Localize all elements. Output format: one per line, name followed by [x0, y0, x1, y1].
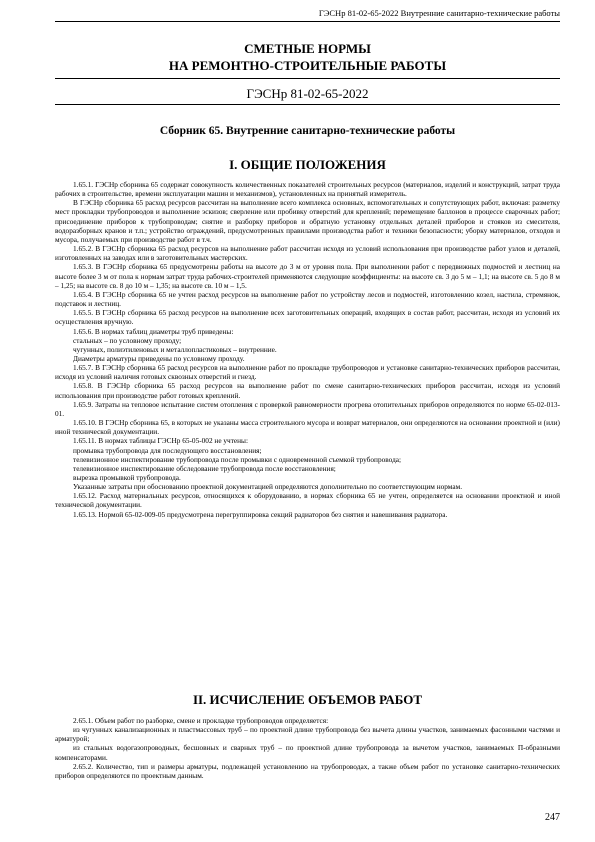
document-title — [55, 40, 560, 74]
section-2-body — [55, 716, 560, 780]
paragraph: из чугунных канализационных и пластмассовых труб – по проектной длине трубопровода без вычета длины участков, занимаемых фасонными частями и арматурой; — [55, 725, 560, 744]
document-code: ГЭСНр 81-02-65-2022 — [246, 86, 369, 101]
paragraph: 1.65.11. В нормах таблицы ГЭСНр 65-05-002 не учтены: — [73, 436, 248, 446]
paragraph: из стальных водогазопроводных, бесшовных и сварных труб – по проектной длине трубопровода за вычетом участков, занимаемых П-образными компенсаторами. — [55, 743, 560, 762]
section-1-body — [55, 180, 560, 519]
paragraph: 1.65.7. В ГЭСНр сборника 65 расход ресурсов на выполнение работ по прокладке трубопроводов и установке санитарно-технических приборов рассчитан, исходя из условий наличия готовых сквозных отверстий и гнезд. — [55, 363, 560, 382]
paragraph: 1.65.10. В ГЭСНр сборника 65, в которых не указаны масса строительного мусора и возврат материалов, они определяются на основании проектной и (или) иной технической документации. — [55, 418, 560, 437]
paragraph: телевизионное инспектирование трубопровода после промывки с одновременной съемкой трубопровода; — [73, 454, 402, 464]
title-rule-bottom — [55, 104, 560, 105]
title-line-2: НА РЕМОНТНО-СТРОИТЕЛЬНЫЕ РАБОТЫ — [168, 58, 447, 73]
title-line-1: СМЕТНЫЕ НОРМЫ — [244, 41, 371, 56]
paragraph: 2.65.2. Количество, тип и размеры арматуры, подлежащей установлению на трубопроводах, а также объем работ по установке санитарно-технических приборов определяются по проектным данным. — [55, 761, 560, 780]
paragraph: 1.65.4. В ГЭСНр сборника 65 не учтен расход ресурсов на выполнение работ по устройству лесов и подмостей, изготовлению козел, настила, стремянок, подставок и лестниц. — [55, 289, 560, 309]
paragraph: 1.65.1. ГЭСНр сборника 65 содержат совокупность количественных показателей строительных ресурсов (материалов, изделий и конструкций, затрат труда рабочих в строительстве, времени эксплуатации машин и механизмов), установленных на принятый измеритель. — [55, 180, 560, 199]
paragraph: 1.65.9. Затраты на тепловое испытание систем отопления с проверкой равномерности прогрева отопительных приборов определяются по норме 65-02-013-01. — [55, 399, 560, 418]
header-rule — [55, 21, 560, 22]
paragraph: 1.65.13. Нормой 65-02-009-05 предусмотрена перегруппировка секций радиаторов без снятия и навешивания радиатора. — [73, 509, 448, 519]
section-2-heading: II. ИСЧИСЛЕНИЕ ОБЪЕМОВ РАБОТ — [192, 692, 423, 707]
paragraph: 1.65.3. В ГЭСНр сборника 65 предусмотрены работы на высоте до 3 м от уровня пола. При выполнении работ с передвижных подмостей и лестниц на высоте более 3 м от пола к нормам затрат труда рабочих-строителей применяются следующие коэффициенты: на высоте св. 3 до 5 м – 1,1; на высоте св. 5 до 8 м – 1,25; на высоте св. 8 до 10 м – 1,35; на высоте св. 10 м – 1,5. — [55, 262, 560, 290]
paragraph: В ГЭСНр сборника 65 расход ресурсов рассчитан на выполнение всего комплекса основных, вспомогательных и сопутствующих работ, включая: разметку мест прокладки трубопроводов и выполнение эскизов; сверление или пробивку отверстий для креплений; перемещение баллонов в процессе сварочных работ; присоединение приборов к трубопроводам; снятие и разборку приборов и обратную установку отдельных деталей приборов и стояков из смесителя, водоразборных кранов и т.п.; устройство ограждений, предусмотренных правилами производства работ и техники безопасности; уборку материалов, отходов и мусора, получаемых при производстве работ в т.ч. — [55, 198, 560, 244]
paragraph: 2.65.1. Объем работ по разборке, смене и прокладке трубопроводов определяется: — [73, 716, 329, 725]
collection-title: Сборник 65. Внутренние санитарно-технические работы — [159, 125, 456, 137]
paragraph: Диаметры арматуры приведены по условному проходу. — [73, 353, 245, 363]
paragraph: 1.65.12. Расход материальных ресурсов, относящихся к оборудованию, в нормах сборника 65 не учтен, определяется на основании проектной и иной технической документации. — [55, 491, 560, 510]
page-number: 247 — [545, 812, 560, 823]
paragraph: чугунных, полиэтиленовых и металлопластиковых – внутренние. — [73, 344, 277, 354]
paragraph: Указанные затраты при обоснованию проектной документацией определяются дополнительно по соответствующим нормам. — [73, 482, 463, 492]
title-rule-top — [55, 78, 560, 79]
paragraph: вырезка промывкой трубопровода. — [73, 473, 181, 482]
running-header: ГЭСНр 81-02-65-2022 Внутренние санитарно-технические работы — [318, 8, 560, 18]
paragraph: 1.65.8. В ГЭСНр сборника 65 расход ресурсов на выполнение работ по смене санитарно-технических приборов рассчитан, исходя из условий использования при производстве работ готовых креплений. — [55, 381, 560, 400]
section-1-heading: I. ОБЩИЕ ПОЛОЖЕНИЯ — [229, 157, 386, 172]
paragraph: 1.65.2. В ГЭСНр сборника 65 расход ресурсов на выполнение работ рассчитан исходя из условий использования при производстве работ узлов и деталей, изготовленных на заводах или в заготовительных мастерских. — [55, 244, 560, 263]
paragraph: 1.65.5. В ГЭСНр сборника 65 расход ресурсов на выполнение всех заготовительных операций, входящих в состав работ, рассчитан, исходя из условий их осуществления вручную. — [55, 308, 560, 327]
paragraph: 1.65.6. В нормах таблиц диаметры труб приведены: — [73, 326, 234, 336]
paragraph: промывка трубопровода для последующего восстановления; — [73, 445, 262, 455]
paragraph: стальных – по условному проходу; — [73, 335, 182, 345]
paragraph: телевизионное инспектирование обследование трубопровода после восстановления; — [73, 463, 336, 473]
